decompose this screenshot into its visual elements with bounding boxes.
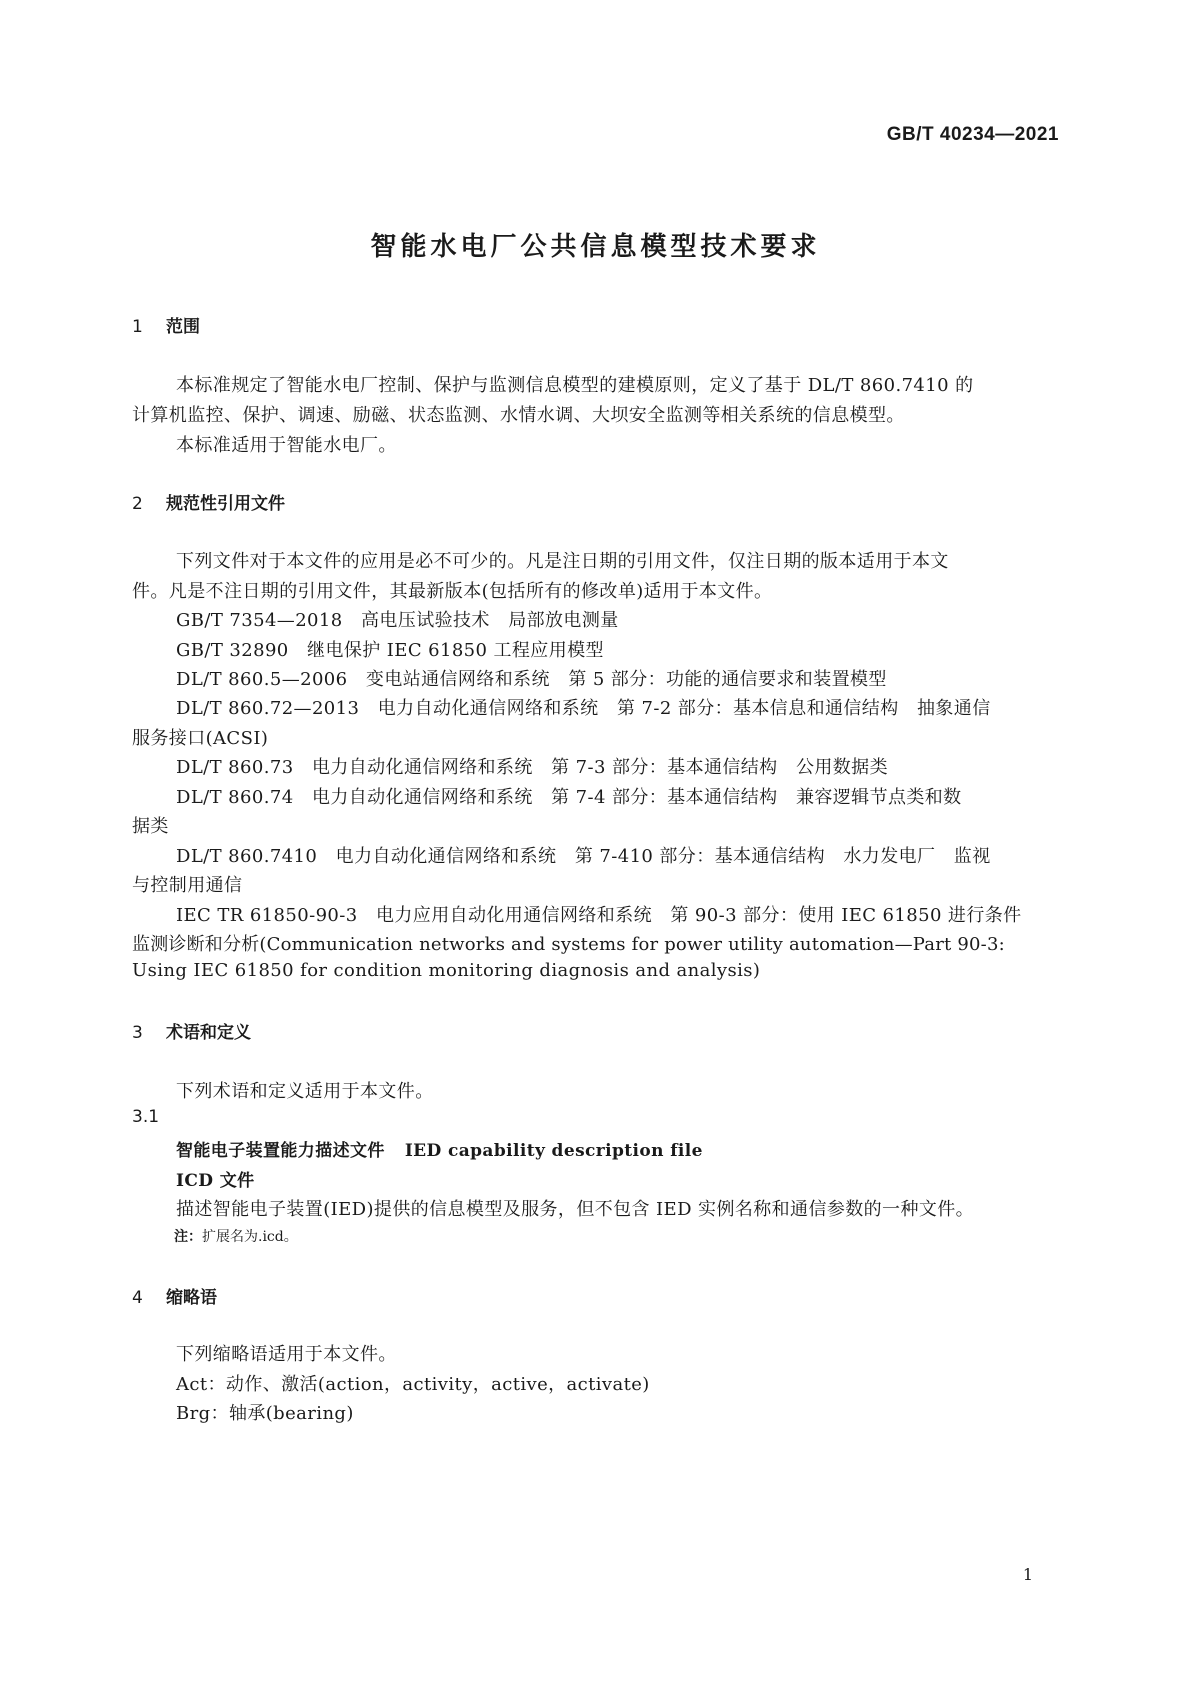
paragraph-line: 下列文件对于本文件的应用是必不可少的。凡是注日期的引用文件，仅注日期的版本适用于本文 xyxy=(176,551,949,572)
section-number: 2 xyxy=(132,494,143,514)
section-number: 3 xyxy=(132,1023,143,1043)
note-label: 注： xyxy=(174,1229,202,1245)
reference-item: GB/T 32890 继电保护 IEC 61850 工程应用模型 xyxy=(176,640,604,661)
document-title: 智能水电厂公共信息模型技术要求 xyxy=(370,232,821,262)
reference-item: DL/T 860.7410 电力自动化通信网络和系统 第 7-410 部分：基本通信结构 水力发电厂 监视 xyxy=(176,846,991,867)
term-english: IED capability description file xyxy=(404,1141,703,1161)
section-1-heading xyxy=(132,312,200,337)
abbreviation-item: Act：动作、激活(action，activity，active，activate) xyxy=(176,1374,650,1395)
reference-item: GB/T 7354—2018 高电压试验技术 局部放电测量 xyxy=(176,610,619,631)
reference-item: DL/T 860.74 电力自动化通信网络和系统 第 7-4 部分：基本通信结构 兼容逻辑节点类和数 xyxy=(176,787,962,808)
standard-number-header: GB/T 40234—2021 xyxy=(886,124,1059,145)
reference-item-cont: 监测诊断和分析(Communication networks and systems for power utility automation—Part 90-3: xyxy=(132,934,1005,955)
section-title: 缩略语 xyxy=(166,1288,217,1308)
paragraph: 下列术语和定义适用于本文件。 xyxy=(176,1081,434,1102)
paragraph: 本标准适用于智能水电厂。 xyxy=(176,435,397,456)
paragraph-line: 本标准规定了智能水电厂控制、保护与监测信息模型的建模原则，定义了基于 DL/T 860.7410 的 xyxy=(176,375,974,396)
reference-item: DL/T 860.5—2006 变电站通信网络和系统 第 5 部分：功能的通信要求和装置模型 xyxy=(176,669,887,690)
page-number: 1 xyxy=(1022,1565,1033,1584)
section-number: 1 xyxy=(132,317,143,337)
reference-item: DL/T 860.73 电力自动化通信网络和系统 第 7-3 部分：基本通信结构 公用数据类 xyxy=(176,757,888,778)
section-number: 4 xyxy=(132,1288,143,1308)
reference-item-cont: Using IEC 61850 for condition monitoring diagnosis and analysis) xyxy=(132,960,761,981)
abbreviation-item: Brg：轴承(bearing) xyxy=(176,1403,354,1424)
paragraph: 下列缩略语适用于本文件。 xyxy=(176,1344,397,1365)
term-heading xyxy=(176,1136,703,1161)
reference-item-cont: 据类 xyxy=(132,816,169,837)
term-note xyxy=(174,1226,298,1246)
note-text: 扩展名为.icd。 xyxy=(202,1229,298,1245)
term-alternate: ICD 文件 xyxy=(176,1171,255,1191)
reference-item-cont: 服务接口(ACSI) xyxy=(132,728,269,749)
section-3-heading xyxy=(132,1018,251,1043)
section-title: 规范性引用文件 xyxy=(166,494,285,514)
term-number: 3.1 xyxy=(132,1107,160,1127)
reference-item-cont: 与控制用通信 xyxy=(132,875,243,896)
paragraph-line: 件。凡是不注日期的引用文件，其最新版本(包括所有的修改单)适用于本文件。 xyxy=(132,581,773,602)
section-title: 术语和定义 xyxy=(166,1023,251,1043)
section-title: 范围 xyxy=(166,317,200,337)
term-chinese: 智能电子装置能力描述文件 xyxy=(176,1141,385,1161)
paragraph-line: 计算机监控、保护、调速、励磁、状态监测、水情水调、大坝安全监测等相关系统的信息模型。 xyxy=(132,405,905,426)
section-4-heading xyxy=(132,1283,217,1308)
section-2-heading xyxy=(132,489,285,514)
term-definition: 描述智能电子装置(IED)提供的信息模型及服务，但不包含 IED 实例名称和通信参数的一种文件。 xyxy=(176,1199,975,1220)
reference-item: IEC TR 61850-90-3 电力应用自动化用通信网络和系统 第 90-3 部分：使用 IEC 61850 进行条件 xyxy=(176,905,1022,926)
reference-item: DL/T 860.72—2013 电力自动化通信网络和系统 第 7-2 部分：基本信息和通信结构 抽象通信 xyxy=(176,698,991,719)
